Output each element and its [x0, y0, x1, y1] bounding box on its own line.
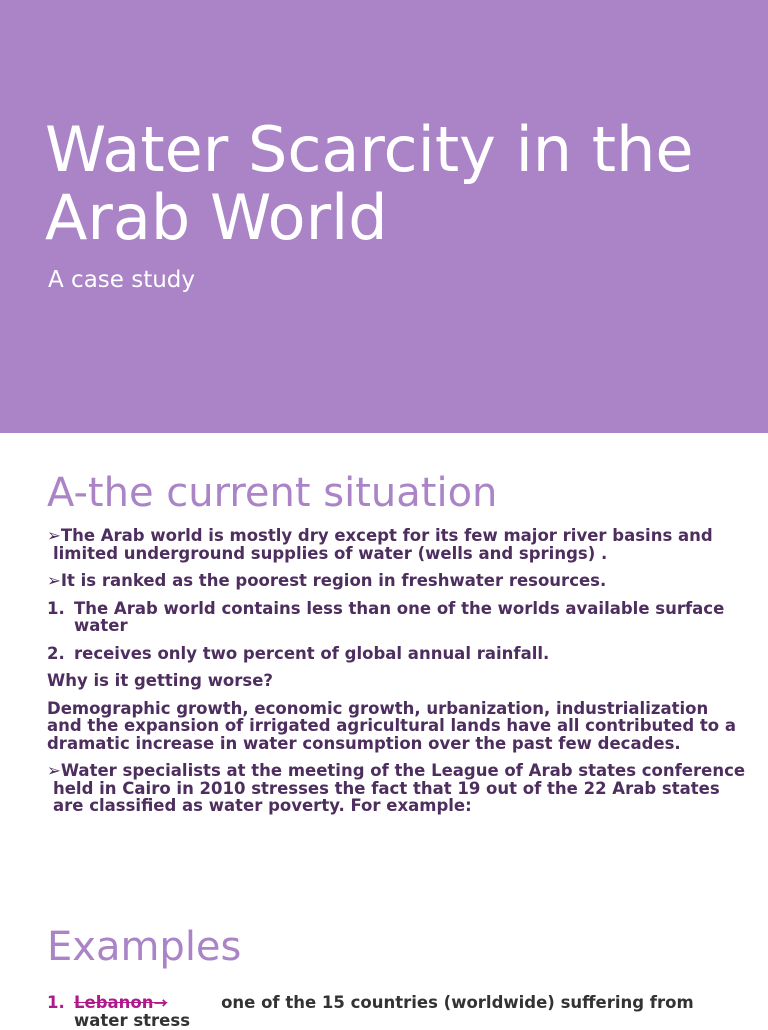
example-description: one of the 15 countries (worldwide) suffering from water stress [74, 993, 694, 1030]
question-text: Why is it getting worse? [47, 671, 273, 690]
current-situation-content [47, 527, 747, 825]
list-number: 2. [47, 643, 65, 663]
bullet-poorest-region: ➢It is ranked as the poorest region in freshwater resources. [47, 571, 607, 590]
list-number: 1. [47, 598, 65, 618]
slide-title: Water Scarcity in the Arab World [45, 113, 694, 254]
list-item [47, 600, 747, 635]
list-text: receives only two percent of global annual rainfall. [74, 643, 550, 663]
title-slide [0, 0, 768, 433]
slide-subtitle: A case study [48, 267, 196, 293]
country-name: Lebanon [74, 993, 154, 1012]
section-heading-current-situation: A-the current situation [47, 470, 498, 516]
list-item [47, 645, 747, 663]
section-heading-examples: Examples [47, 924, 242, 970]
list-number: 1. [47, 993, 65, 1012]
list-text: The Arab world contains less than one of the worlds available surface water [74, 598, 725, 635]
answer-paragraph: Demographic growth, economic growth, urbanization, industrialization and the expansion of irrigated agricultural lands have all contributed to a dramatic increase in water consumption over the past few decades. [47, 698, 736, 753]
bullet-arab-world-dry: ➢The Arab world is mostly dry except for its few major river basins and limited underground supplies of water (wells and springs) . [47, 526, 713, 563]
arrow-icon: → [153, 993, 168, 1012]
bullet-water-specialists: ➢Water specialists at the meeting of the League of Arab states conference held in Cairo in 2010 stresses the fact that 19 out of the 22 Arab states are classified as water poverty. For example: [47, 761, 746, 815]
